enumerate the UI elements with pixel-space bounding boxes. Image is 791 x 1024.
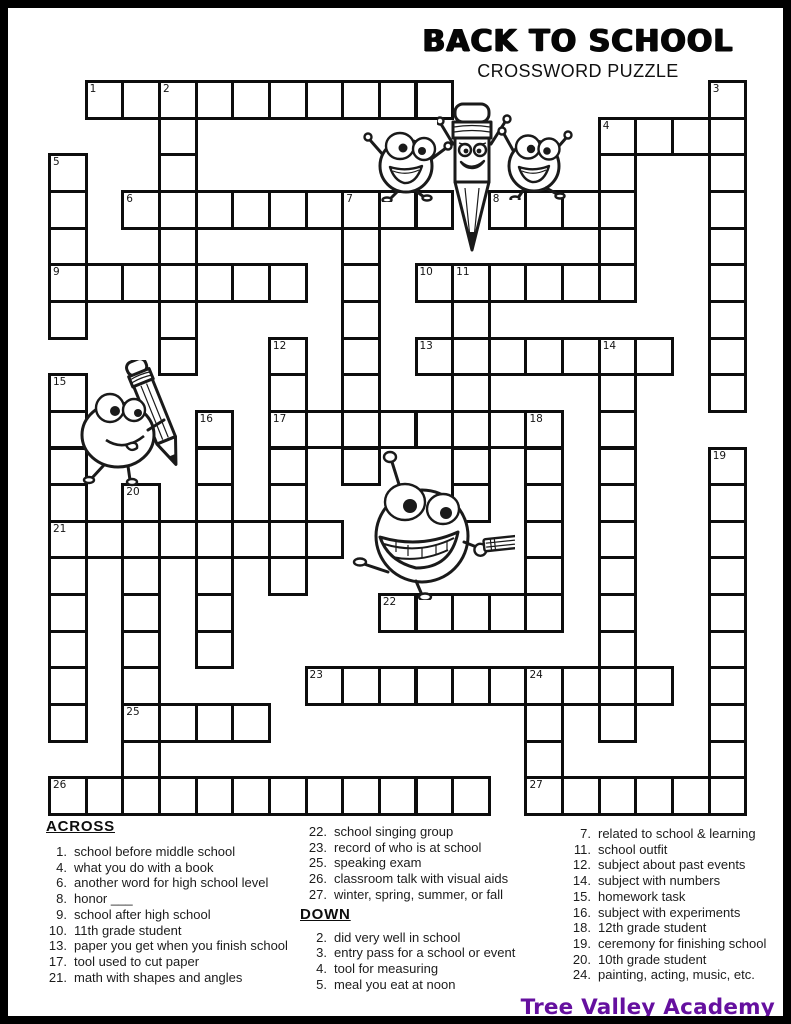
clue-number: 14.	[572, 873, 591, 889]
clue-number: 5.	[316, 976, 327, 992]
clue-text: 11th grade student	[74, 922, 182, 938]
clue-number: 15.	[572, 888, 591, 904]
grid-cell[interactable]	[268, 190, 308, 230]
grid-cell[interactable]	[708, 300, 748, 340]
grid-cell[interactable]	[158, 263, 198, 303]
grid-cell[interactable]	[195, 556, 235, 596]
grid-cell[interactable]	[48, 776, 88, 816]
grid-cell[interactable]	[524, 483, 564, 523]
clue-item	[300, 855, 562, 871]
grid-cell[interactable]	[195, 776, 235, 816]
clue-item	[46, 875, 324, 891]
clue-item	[568, 826, 786, 842]
cell-number: 24	[529, 669, 543, 682]
running-ball-with-pencil-character-icon	[350, 442, 515, 600]
grid-cell[interactable]	[708, 447, 748, 487]
grid-cell[interactable]	[708, 740, 748, 780]
grid-cell[interactable]	[708, 483, 748, 523]
grid-cell[interactable]	[598, 337, 638, 377]
grid-cell[interactable]	[48, 300, 88, 340]
page-title: BACK TO SCHOOL	[422, 24, 734, 59]
grid-cell[interactable]	[708, 373, 748, 413]
clue-number: 26.	[308, 871, 327, 887]
clue-column-down	[568, 826, 786, 983]
cell-number: 7	[346, 192, 353, 205]
grid-cell[interactable]	[415, 666, 455, 706]
grid-cell[interactable]	[598, 703, 638, 743]
grid-cell[interactable]	[158, 227, 198, 267]
clue-number: 21.	[48, 969, 67, 985]
clue-text: tool used to cut paper	[74, 953, 200, 969]
clue-list-header: ACROSS	[46, 818, 115, 835]
grid-cell[interactable]	[598, 190, 638, 230]
cell-number: 19	[712, 449, 727, 462]
grid-cell[interactable]	[195, 483, 235, 523]
grid-cell[interactable]	[231, 520, 271, 560]
cell-number: 17	[272, 412, 287, 425]
grid-cell[interactable]	[598, 630, 638, 670]
grid-cell[interactable]	[708, 117, 748, 157]
grid-cell[interactable]	[341, 337, 381, 377]
clue-number: 11.	[573, 841, 591, 857]
grid-cell[interactable]	[378, 666, 418, 706]
grid-cell[interactable]	[671, 117, 711, 157]
jumping-ball-character-icon	[494, 108, 574, 200]
clue-item	[568, 936, 786, 952]
grid-cell[interactable]	[268, 776, 308, 816]
clue-text: subject with numbers	[598, 873, 721, 889]
grid-cell[interactable]	[231, 190, 271, 230]
clue-text: subject about past events	[598, 857, 746, 873]
grid-cell[interactable]	[598, 776, 638, 816]
grid-cell[interactable]	[195, 520, 235, 560]
grid-cell[interactable]	[708, 520, 748, 560]
grid-cell[interactable]	[598, 447, 638, 487]
clue-number: 20.	[572, 951, 591, 967]
clue-text: 12th grade student	[598, 920, 707, 936]
grid-cell[interactable]	[634, 776, 674, 816]
grid-cell[interactable]	[158, 776, 198, 816]
grid-cell[interactable]	[451, 373, 491, 413]
grid-cell[interactable]	[341, 373, 381, 413]
grid-cell[interactable]	[598, 666, 638, 706]
grid-cell[interactable]	[708, 227, 748, 267]
clue-text: classroom talk with visual aids	[334, 871, 509, 887]
clue-text: painting, acting, music, etc.	[598, 967, 755, 983]
grid-cell[interactable]	[634, 666, 674, 706]
grid-cell[interactable]	[48, 630, 88, 670]
clue-text: what you do with a book	[74, 859, 214, 875]
clue-number: 8.	[56, 891, 67, 907]
clue-item	[568, 952, 786, 968]
grid-cell[interactable]	[634, 117, 674, 157]
grid-cell[interactable]	[231, 80, 271, 120]
grid-cell[interactable]	[341, 227, 381, 267]
clue-number: 24.	[572, 967, 591, 983]
grid-cell[interactable]	[598, 153, 638, 193]
grid-cell[interactable]	[708, 556, 748, 596]
clue-number: 16.	[572, 904, 591, 920]
grid-cell[interactable]	[121, 630, 161, 670]
clue-item	[568, 967, 786, 983]
grid-cell[interactable]	[231, 703, 271, 743]
grid-cell[interactable]	[598, 117, 638, 157]
grid-cell[interactable]	[524, 740, 564, 780]
grid-cell[interactable]	[415, 337, 455, 377]
grid-cell[interactable]	[598, 410, 638, 450]
cell-number: 3	[712, 83, 720, 95]
cell-number: 25	[126, 706, 140, 719]
grid-cell[interactable]	[488, 263, 528, 303]
grid-cell[interactable]	[451, 337, 491, 377]
cell-number: 12	[272, 339, 287, 352]
clue-item	[46, 938, 324, 954]
grid-cell[interactable]	[341, 666, 381, 706]
clue-item	[46, 844, 324, 860]
grid-cell[interactable]	[598, 373, 638, 413]
grid-cell[interactable]	[85, 776, 125, 816]
cell-number: 1	[89, 83, 97, 95]
cell-number: 15	[53, 376, 67, 389]
grid-cell[interactable]	[305, 80, 345, 120]
grid-cell[interactable]	[305, 190, 345, 230]
clue-item	[46, 923, 324, 939]
cell-number: 22	[382, 596, 397, 609]
grid-cell[interactable]	[598, 483, 638, 523]
grid-cell[interactable]	[708, 703, 748, 743]
grid-cell[interactable]	[48, 263, 88, 303]
clue-number: 1.	[56, 844, 67, 859]
grid-cell[interactable]	[598, 227, 638, 267]
clue-item	[46, 891, 324, 907]
page-subtitle: CROSSWORD PUZZLE	[477, 61, 679, 81]
clue-text: ceremony for finishing school	[598, 935, 767, 951]
cell-number: 18	[529, 412, 543, 425]
clue-number: 19.	[572, 935, 591, 951]
grid-cell[interactable]	[451, 776, 491, 816]
clue-number: 10.	[48, 922, 67, 938]
clue-number: 4.	[56, 859, 67, 875]
grid-cell[interactable]	[121, 520, 161, 560]
cell-number: 14	[602, 339, 617, 352]
grid-cell[interactable]	[268, 556, 308, 596]
grid-cell[interactable]	[524, 520, 564, 560]
grid-cell[interactable]	[305, 666, 345, 706]
clue-number: 17.	[48, 953, 67, 969]
grid-cell[interactable]	[231, 263, 271, 303]
clue-number: 18.	[572, 920, 591, 936]
clue-item	[300, 930, 562, 946]
grid-cell[interactable]	[158, 300, 198, 340]
ball-holding-pencil-character-icon	[76, 360, 206, 488]
cell-number: 8	[492, 192, 500, 205]
grid-cell[interactable]	[48, 483, 88, 523]
cell-number: 10	[419, 266, 433, 279]
grid-cell[interactable]	[48, 703, 88, 743]
grid-cell[interactable]	[48, 666, 88, 706]
grid-cell[interactable]	[158, 80, 198, 120]
clue-text: paper you get when you finish school	[74, 938, 288, 954]
cell-number: 11	[456, 266, 470, 279]
grid-cell[interactable]	[195, 80, 235, 120]
grid-cell[interactable]	[268, 80, 308, 120]
clue-item	[300, 824, 562, 840]
grid-cell[interactable]	[48, 520, 88, 560]
clue-number: 7.	[580, 826, 591, 841]
grid-cell[interactable]	[158, 703, 198, 743]
grid-cell[interactable]	[195, 190, 235, 230]
clue-text: winter, spring, summer, or fall	[334, 886, 504, 902]
grid-cell[interactable]	[524, 410, 564, 450]
grid-cell[interactable]	[121, 666, 161, 706]
clue-text: did very well in school	[334, 929, 461, 945]
grid-cell[interactable]	[524, 337, 564, 377]
clue-item	[46, 970, 324, 986]
clue-text: related to school & learning	[598, 826, 756, 841]
grid-cell[interactable]	[85, 80, 125, 120]
grid-cell[interactable]	[708, 630, 748, 670]
grid-cell[interactable]	[341, 300, 381, 340]
clue-text: entry pass for a school or event	[334, 945, 516, 961]
grid-cell[interactable]	[524, 666, 564, 706]
grid-cell[interactable]	[305, 410, 345, 450]
grid-cell[interactable]	[708, 153, 748, 193]
cell-number: 2	[162, 83, 170, 95]
clue-number: 27.	[308, 886, 327, 902]
grid-cell[interactable]	[305, 776, 345, 816]
grid-cell[interactable]	[195, 263, 235, 303]
cell-number: 6	[126, 192, 133, 205]
clue-item	[300, 977, 562, 993]
clue-number: 23.	[308, 839, 327, 855]
clue-item	[568, 905, 786, 921]
clue-item	[300, 840, 562, 856]
grid-cell[interactable]	[708, 263, 748, 303]
grid-cell[interactable]	[341, 263, 381, 303]
grid-cell[interactable]	[561, 337, 601, 377]
cell-number: 9	[53, 266, 60, 279]
clue-number: 13.	[48, 938, 67, 954]
clue-item	[568, 873, 786, 889]
grid-cell[interactable]	[121, 80, 161, 120]
grid-cell[interactable]	[708, 666, 748, 706]
cell-number: 27	[529, 779, 543, 792]
grid-cell[interactable]	[85, 520, 125, 560]
grid-cell[interactable]	[48, 593, 88, 633]
clue-list-header: DOWN	[300, 905, 351, 923]
grid-cell[interactable]	[195, 630, 235, 670]
clue-number: 6.	[56, 875, 67, 891]
clue-number: 22.	[308, 824, 327, 839]
clue-text: meal you eat at noon	[334, 976, 456, 992]
grid-cell[interactable]	[451, 263, 491, 303]
clue-item	[46, 954, 324, 970]
grid-cell[interactable]	[524, 593, 564, 633]
grid-cell[interactable]	[158, 520, 198, 560]
grid-cell[interactable]	[598, 593, 638, 633]
clue-text: math with shapes and angles	[74, 969, 243, 985]
grid-cell[interactable]	[598, 263, 638, 303]
clue-text: another word for high school level	[74, 875, 269, 891]
clue-item	[46, 860, 324, 876]
grid-cell[interactable]	[708, 80, 748, 120]
grid-cell[interactable]	[268, 410, 308, 450]
clue-text: homework task	[598, 888, 686, 904]
cell-number: 26	[53, 779, 67, 792]
grid-cell[interactable]	[671, 776, 711, 816]
grid-cell[interactable]	[451, 666, 491, 706]
grid-cell[interactable]	[524, 556, 564, 596]
grid-cell[interactable]	[48, 556, 88, 596]
clue-number: 3.	[316, 945, 327, 961]
clue-item	[300, 871, 562, 887]
clue-item	[568, 920, 786, 936]
clue-item	[568, 842, 786, 858]
clue-item	[300, 945, 562, 961]
grid-cell[interactable]	[158, 153, 198, 193]
grid-cell[interactable]	[158, 190, 198, 230]
grid-cell[interactable]	[378, 776, 418, 816]
grid-cell[interactable]	[415, 776, 455, 816]
grid-cell[interactable]	[268, 520, 308, 560]
grid-cell[interactable]	[121, 740, 161, 780]
brand-logo-text: Tree Valley Academy	[520, 995, 775, 1020]
clue-text: school before middle school	[74, 844, 236, 859]
cell-number: 4	[602, 119, 610, 132]
grid-cell[interactable]	[524, 776, 564, 816]
clue-number: 25.	[308, 855, 327, 871]
grid-cell[interactable]	[121, 593, 161, 633]
grid-cell[interactable]	[121, 483, 161, 523]
clue-item	[568, 889, 786, 905]
grid-cell[interactable]	[598, 520, 638, 560]
clue-item	[46, 907, 324, 923]
clue-column-across	[46, 818, 324, 985]
grid-cell[interactable]	[121, 776, 161, 816]
grid-cell[interactable]	[708, 593, 748, 633]
grid-cell[interactable]	[341, 776, 381, 816]
grid-cell[interactable]	[268, 337, 308, 377]
clue-text: 10th grade student	[598, 951, 707, 967]
clue-item	[300, 961, 562, 977]
grid-cell[interactable]	[48, 190, 88, 230]
grid-cell[interactable]	[48, 153, 88, 193]
grid-cell[interactable]	[268, 263, 308, 303]
grid-cell[interactable]	[268, 483, 308, 523]
clue-text: school after high school	[74, 906, 211, 922]
clue-text: tool for measuring	[334, 960, 439, 976]
grid-cell[interactable]	[121, 556, 161, 596]
grid-cell[interactable]	[561, 666, 601, 706]
grid-cell[interactable]	[561, 776, 601, 816]
grid-cell[interactable]	[451, 300, 491, 340]
grid-cell[interactable]	[415, 263, 455, 303]
clue-number: 9.	[56, 906, 67, 922]
clue-item	[300, 887, 562, 903]
grid-cell[interactable]	[488, 666, 528, 706]
clue-text: record of who is at school	[334, 839, 482, 855]
clue-column-middle	[300, 824, 562, 992]
clue-text: subject with experiments	[598, 904, 741, 920]
grid-cell[interactable]	[195, 703, 235, 743]
clue-number: 2.	[316, 929, 327, 945]
grid-cell[interactable]	[524, 703, 564, 743]
grid-cell[interactable]	[195, 593, 235, 633]
grid-cell[interactable]	[524, 263, 564, 303]
cell-number: 13	[419, 339, 433, 352]
grid-cell[interactable]	[524, 447, 564, 487]
clue-text: school outfit	[598, 841, 668, 857]
grid-cell[interactable]	[85, 263, 125, 303]
grid-cell[interactable]	[708, 776, 748, 816]
grid-cell[interactable]	[231, 776, 271, 816]
grid-cell[interactable]	[121, 703, 161, 743]
clue-number: 12.	[572, 857, 591, 873]
grid-cell[interactable]	[48, 227, 88, 267]
grid-cell[interactable]	[708, 190, 748, 230]
grid-cell[interactable]	[708, 337, 748, 377]
cell-number: 5	[53, 156, 60, 169]
grid-cell[interactable]	[305, 520, 345, 560]
grid-cell[interactable]	[488, 337, 528, 377]
clue-text: school singing group	[334, 824, 454, 839]
grid-cell[interactable]	[634, 337, 674, 377]
clue-text: speaking exam	[334, 855, 422, 871]
cell-number: 16	[199, 412, 213, 425]
grid-cell[interactable]	[598, 556, 638, 596]
grid-cell[interactable]	[121, 190, 161, 230]
grid-cell[interactable]	[268, 373, 308, 413]
grid-cell[interactable]	[121, 263, 161, 303]
grid-cell[interactable]	[561, 263, 601, 303]
cell-number: 20	[126, 486, 140, 499]
grid-cell[interactable]	[158, 117, 198, 157]
cell-number: 21	[53, 522, 67, 535]
grid-cell[interactable]	[268, 447, 308, 487]
clue-number: 4.	[316, 960, 327, 976]
clue-item	[568, 857, 786, 873]
clue-text: honor ___	[74, 891, 133, 907]
cell-number: 23	[309, 669, 323, 682]
